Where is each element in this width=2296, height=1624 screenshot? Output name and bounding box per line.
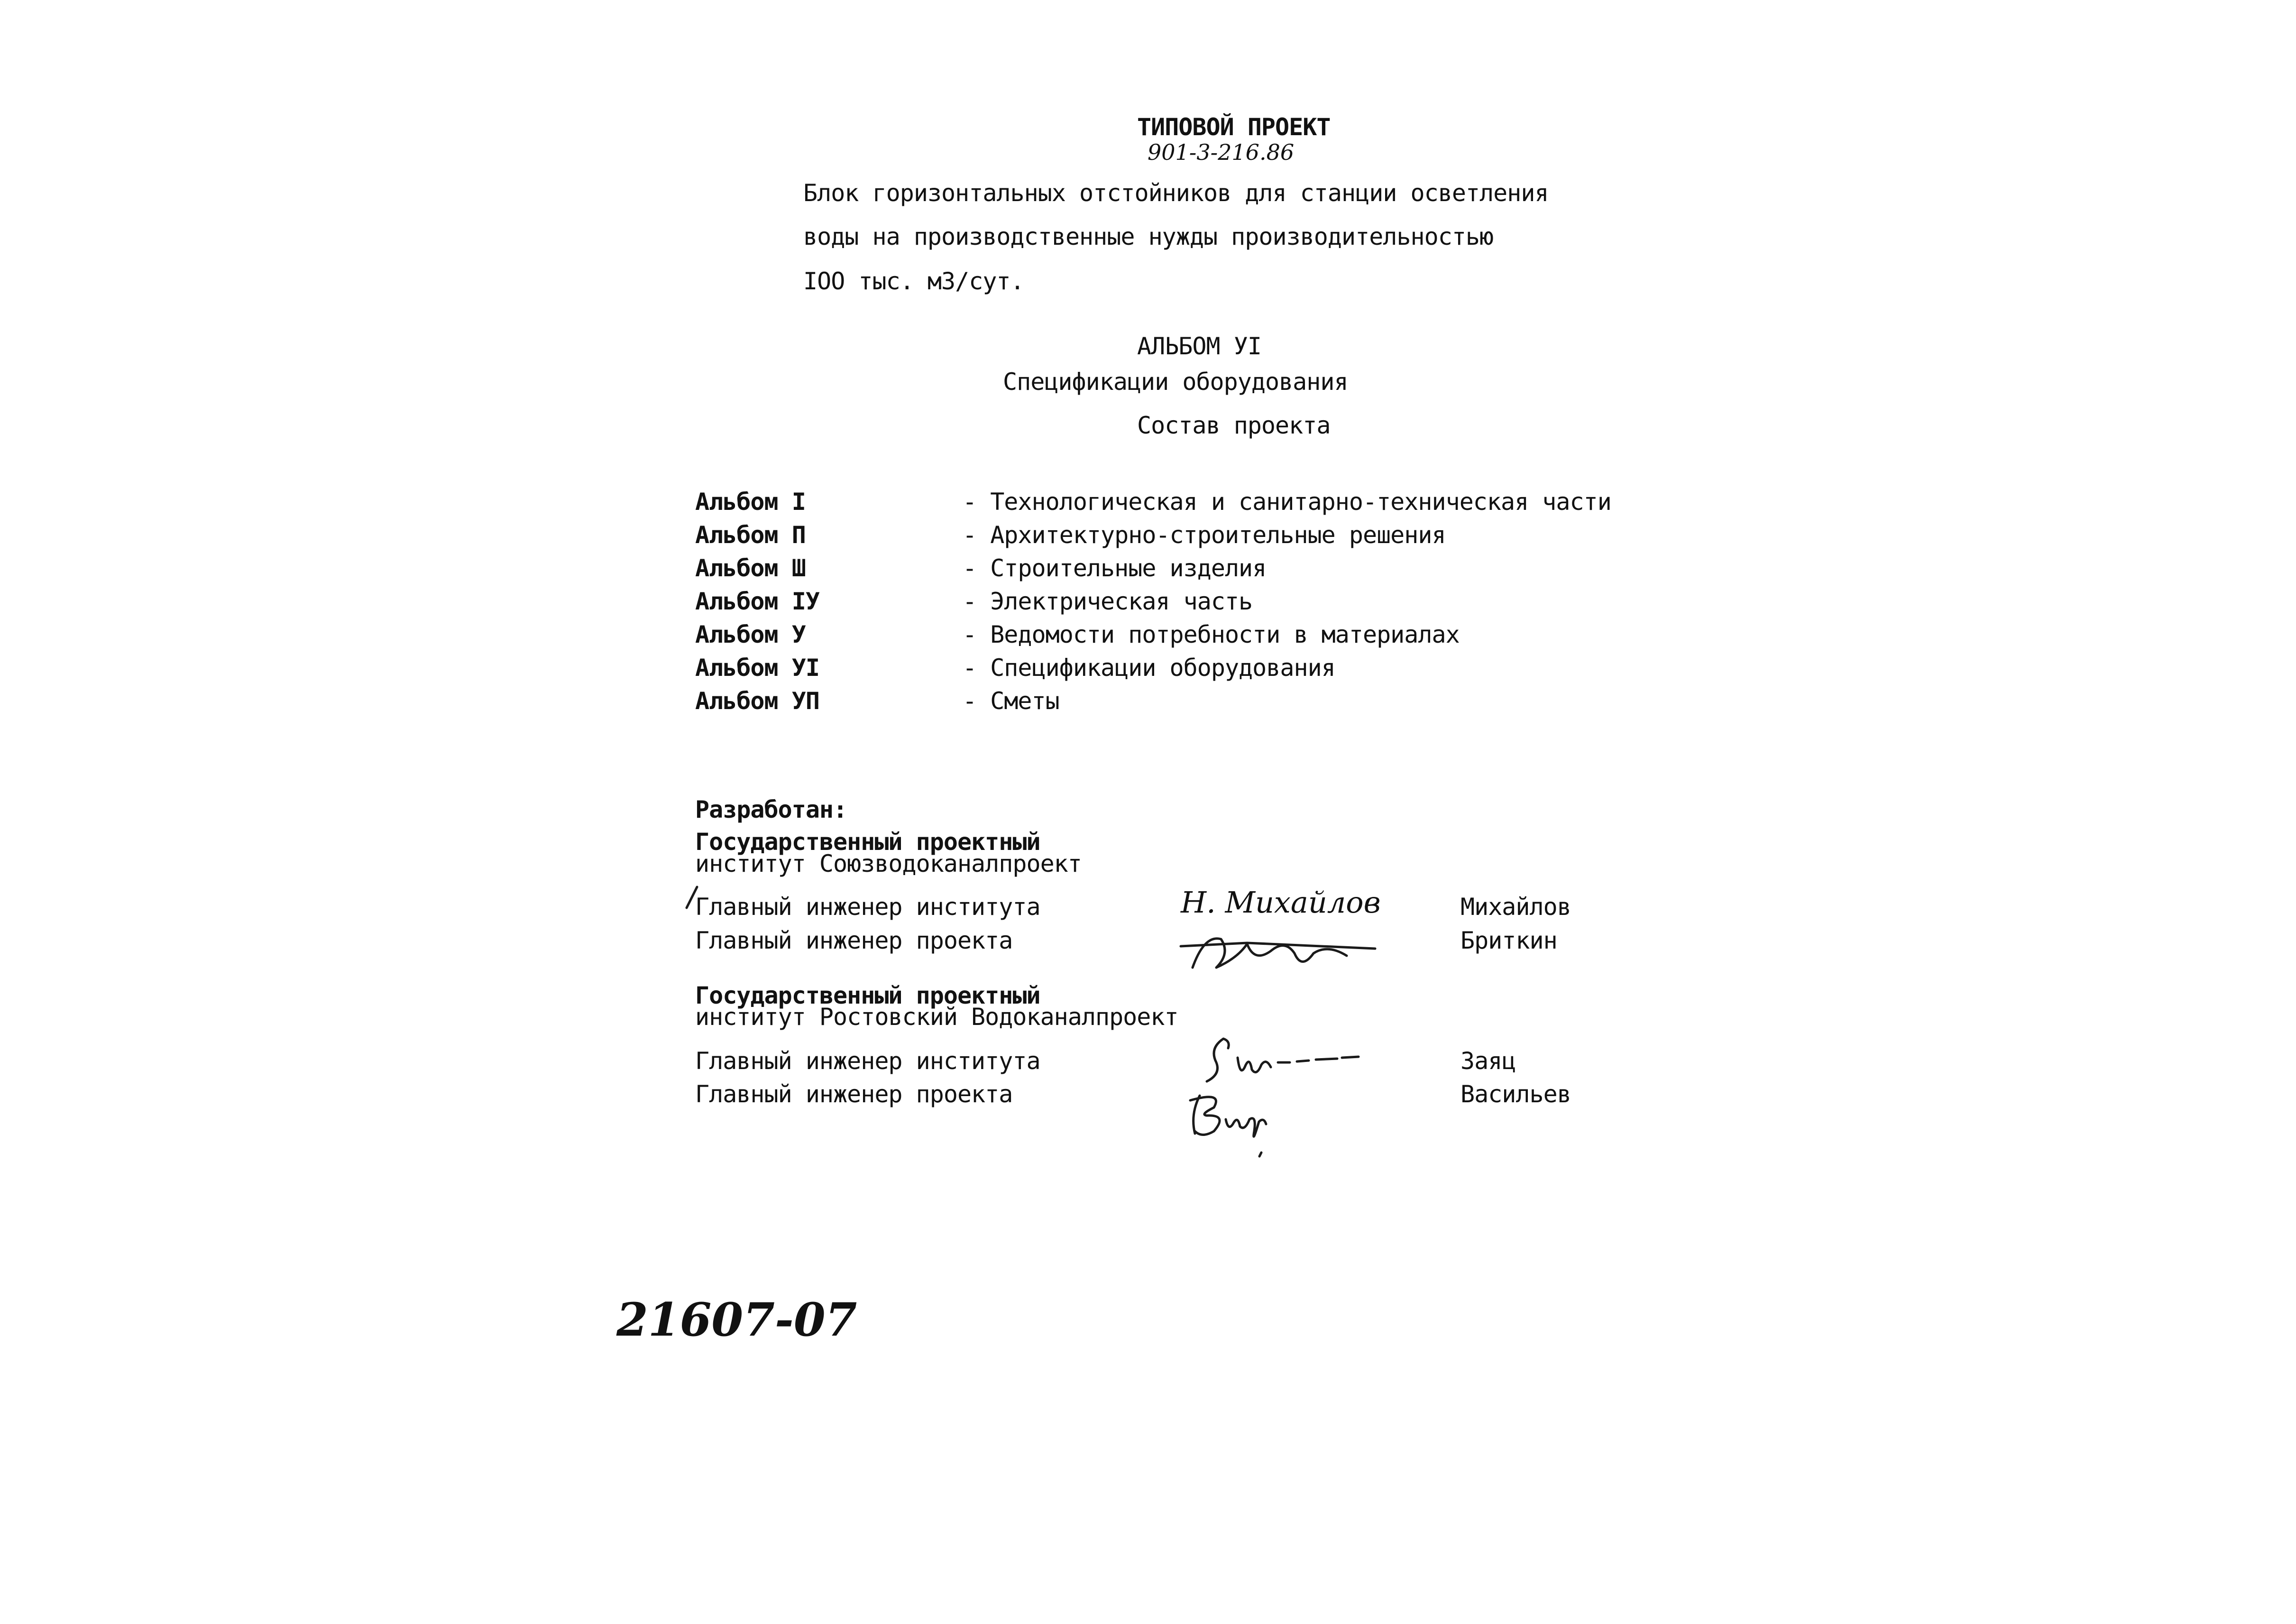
tick-mark (683, 883, 702, 912)
album-description: - Ведомости потребности в материалах (963, 621, 1460, 648)
album-name: Альбом У (695, 621, 806, 648)
signature-mikhailov: Н. Михайлов (1181, 885, 1381, 920)
project-description-line-1: Блок горизонтальных отстойников для станции осветления (803, 179, 1549, 207)
album-name: Альбом П (695, 521, 806, 549)
album-description: - Сметы (963, 687, 1059, 715)
institute-1-chief-engineer-role: Главный инженер института (695, 893, 1040, 921)
institute-2-project-engineer-role: Главный инженер проекта (695, 1080, 1013, 1108)
institute-2-name-line-2: институт Ростовский Водоканалпроект (695, 1003, 1178, 1031)
project-description-line-2: воды на производственные нужды производительностью (803, 223, 1494, 250)
institute-2-chief-engineer-name: Заяц (1460, 1047, 1516, 1075)
album-description: - Строительные изделия (963, 554, 1267, 582)
institute-1-project-engineer-role: Главный инженер проекта (695, 927, 1013, 954)
album-name: Альбом IУ (695, 588, 819, 615)
album-heading: АЛЬБОМ УI (1137, 332, 1261, 360)
institute-2-chief-engineer-role: Главный инженер института (695, 1047, 1040, 1075)
album-name: Альбом УП (695, 687, 819, 715)
signature-vasiliev (1181, 1086, 1304, 1162)
developed-by-label: Разработан: (695, 796, 847, 823)
project-description-line-3: IOO тыс. м3/сут. (803, 268, 1024, 295)
signature-britkin (1176, 925, 1385, 977)
institute-1-name-line-2: институт Союзводоканалпроект (695, 850, 1082, 877)
institute-2-name-line-1: Государственный проектный (695, 982, 1040, 1009)
album-name: Альбом Ш (695, 554, 806, 582)
album-subtitle: Спецификации оборудования (1003, 368, 1348, 396)
album-description: - Архитектурно-строительные решения (963, 521, 1446, 549)
project-number: 901-3-216.86 (1148, 139, 1295, 165)
institute-1-project-engineer-name: Бриткин (1460, 927, 1557, 954)
institute-2-project-engineer-name: Васильев (1460, 1080, 1571, 1108)
album-description: - Электрическая часть (963, 588, 1253, 615)
album-description: - Технологическая и санитарно-техническая части (963, 488, 1611, 516)
institute-1-chief-engineer-name: Михайлов (1460, 893, 1571, 921)
signature-zayats (1195, 1029, 1375, 1091)
album-name: Альбом I (695, 488, 806, 516)
institute-1-name-line-1: Государственный проектный (695, 828, 1040, 856)
composition-title: Состав проекта (1137, 412, 1331, 439)
album-description: - Спецификации оборудования (963, 654, 1335, 682)
document-type-title: ТИПОВОЙ ПРОЕКТ (1137, 113, 1331, 141)
album-name: Альбом УI (695, 654, 819, 682)
inventory-number: 21607-07 (616, 1293, 857, 1347)
